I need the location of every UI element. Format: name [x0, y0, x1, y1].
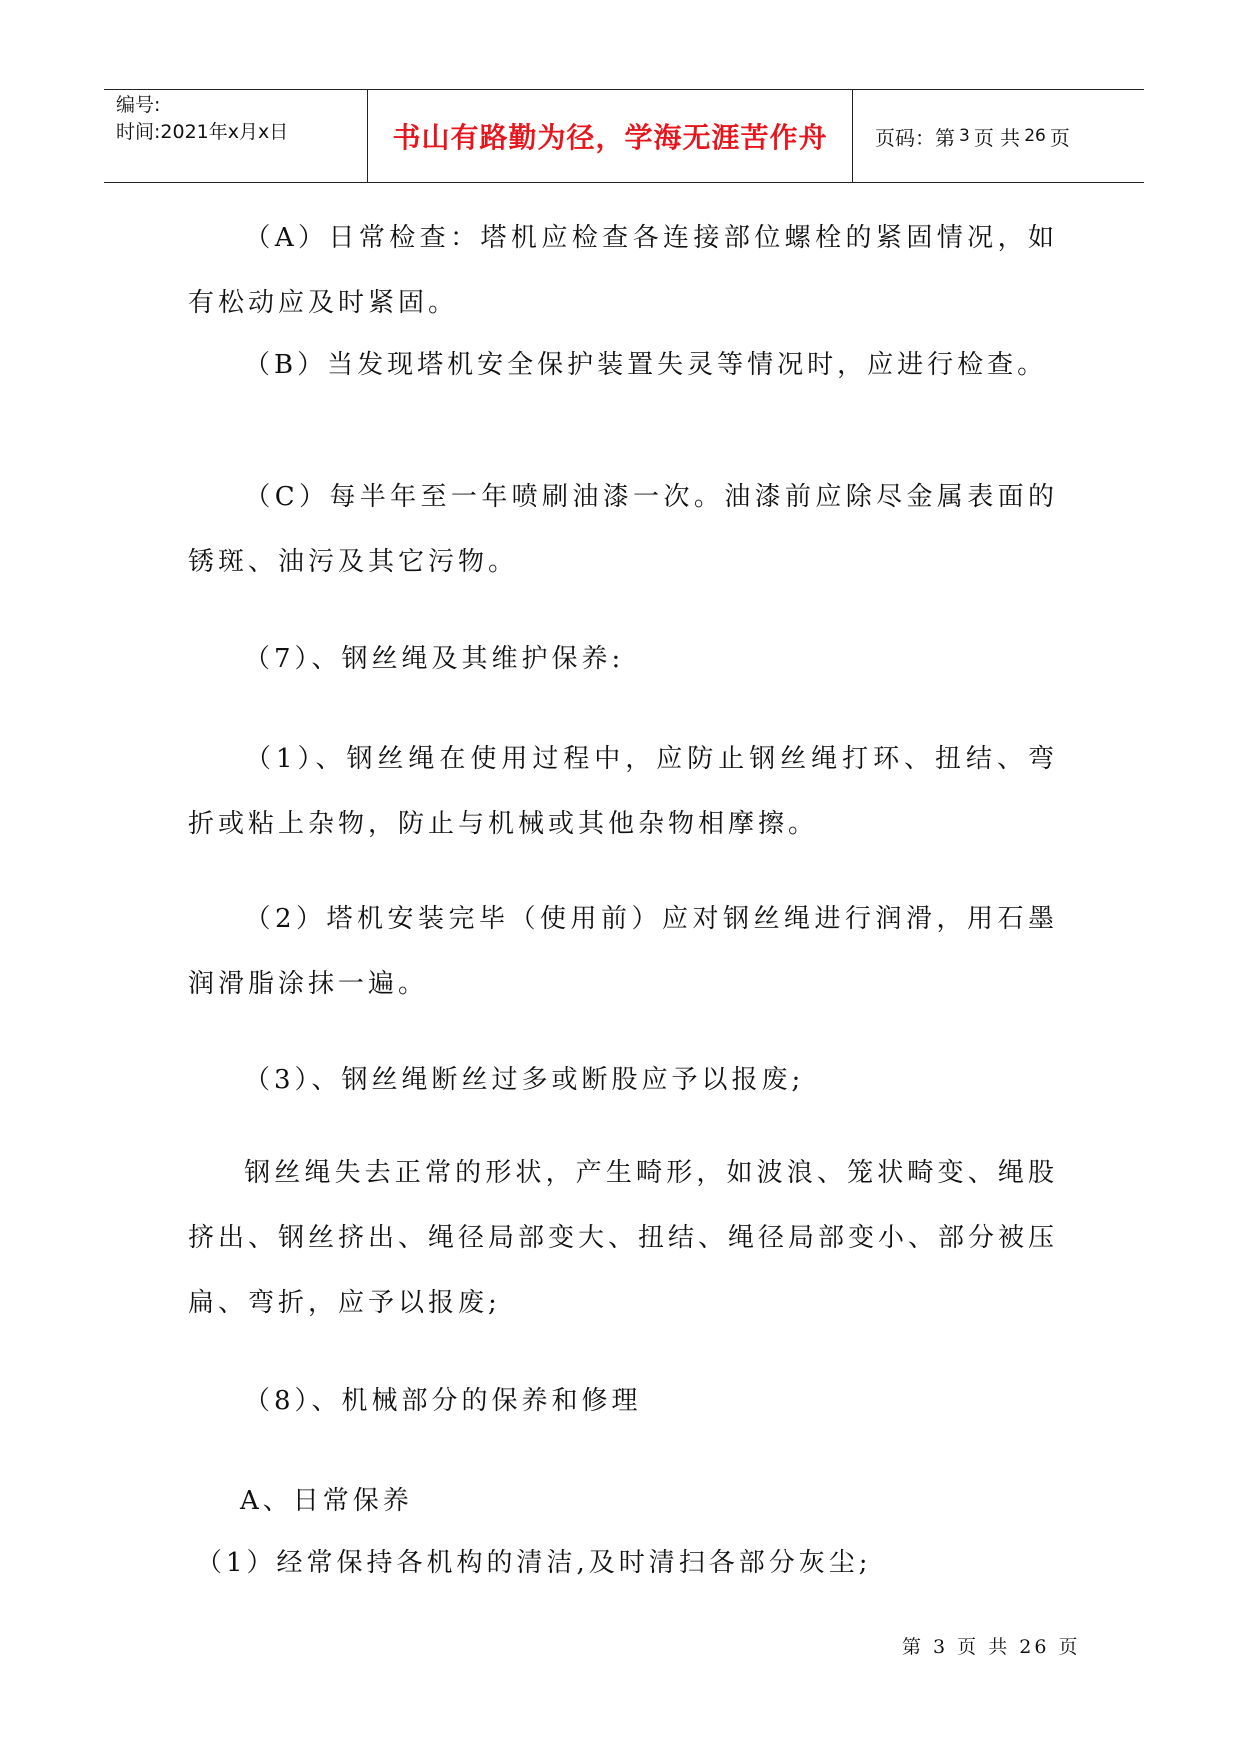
header-meta — [104, 90, 368, 182]
number-label: 编号: — [116, 94, 161, 116]
paragraph-painting: （C）每半年至一年喷刷油漆一次。油漆前应除尽金属表面的锈斑、油污及其它污物。 — [188, 482, 1058, 577]
section-heading-mechanical: （8）、机械部分的保养和修理 — [244, 1386, 642, 1416]
motto: 书山有路勤为径，学海无涯苦作舟 — [392, 121, 828, 154]
paragraph-wire-rope-use: （1）、钢丝绳在使用过程中，应防止钢丝绳打环、扭结、弯折或粘上杂物，防止与机械或其他杂物相摩擦。 — [188, 744, 1058, 839]
page-header — [104, 89, 1144, 183]
paragraph-clean-mechanisms: （1）经常保持各机构的清洁,及时清扫各部分灰尘; — [196, 1548, 872, 1578]
paragraph-wire-rope-scrap: （3）、钢丝绳断丝过多或断股应予以报废; — [244, 1065, 805, 1095]
page-current: 3 — [959, 126, 970, 146]
time-label: 时间: — [116, 121, 161, 143]
page-mid: 页 共 — [973, 125, 1021, 150]
paragraph-safety-device: （B）当发现塔机安全保护装置失灵等情况时，应进行检查。 — [244, 350, 1048, 380]
paragraph-wire-rope-deformation: 钢丝绳失去正常的形状，产生畸形，如波浪、笼状畸变、绳股挤出、钢丝挤出、绳径局部变大、扭结、绳径局部变小、部分被压扁、弯折，应予以报废; — [188, 1158, 1059, 1318]
paragraph-wire-rope-lubrication: （2）塔机安装完毕（使用前）应对钢丝绳进行润滑，用石墨润滑脂涂抹一遍。 — [188, 904, 1058, 999]
header-motto-cell — [368, 90, 853, 182]
subheading-daily-maintenance: A、日常保养 — [240, 1486, 413, 1516]
page-end: 页 — [1049, 125, 1070, 150]
time-value: 2021年x月x日 — [160, 121, 289, 143]
section-heading-wire-rope: （7）、钢丝绳及其维护保养: — [244, 644, 625, 674]
time-line — [116, 119, 367, 146]
page-footer: 第 3 页 共 26 页 — [902, 1636, 1081, 1658]
header-page-info — [853, 90, 1144, 182]
page-total: 26 — [1024, 126, 1046, 146]
paragraph-daily-check: （A）日常检查：塔机应检查各连接部位螺栓的紧固情况，如有松动应及时紧固。 — [188, 223, 1058, 318]
page-label: 页码：第 — [875, 125, 955, 150]
